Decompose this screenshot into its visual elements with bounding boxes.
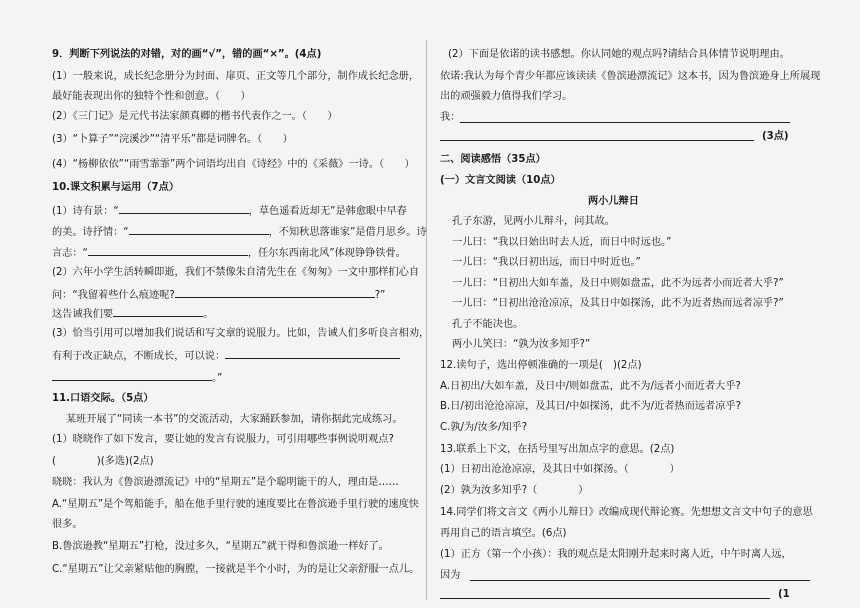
q9-item: (2）《三门记》是元代书法家颜真卿的楷书代表作之一。（ ）	[52, 111, 338, 122]
q11-sub: (1）晓晓作了如下发言，要让她的发言有说服力，可引用哪些事例说明观点?	[52, 434, 394, 445]
q12-option: C.孰/为/汝多/知乎?	[440, 422, 528, 433]
passage-title: 两小儿辩日	[588, 196, 639, 207]
q10-line: 的美。诗抒情：“ ，不知秋思落谁家”是借月思乡。诗	[52, 224, 427, 239]
q10-line: 这告诫我们要 。	[52, 306, 213, 321]
passage-line: 一儿曰：“我以日始出时去人近，而日中时远也。”	[452, 237, 672, 248]
section-heading: 二、阅读感悟（35点）	[440, 154, 546, 165]
q10-line: 有利于改正缺点，不断成长，可以说：	[52, 348, 400, 363]
q10-line: (2）六年小学生活转瞬即逝，我们不禁像朱自清先生在《匆匆》一文中那样扪心自	[52, 267, 420, 278]
q13-title: 13.联系上下文，在括号里写出加点字的意思。(2点)	[440, 444, 675, 455]
q10-line: (1）诗有景：“ ，草色遥看近却无”是韩愈眼中早春	[52, 203, 407, 218]
q10-line: 。”	[52, 370, 222, 385]
q12-title: 12.读句子，选出停顿准确的一项是( )(2点)	[440, 360, 642, 371]
answer-blank[interactable]	[129, 224, 269, 235]
answer-line[interactable]	[440, 140, 754, 141]
q14-because: 因为	[440, 570, 461, 581]
q9-item: (1）一般来说，成长纪念册分为封面、扉页、正文等几个部分，制作成长纪念册，	[52, 71, 420, 82]
q9-title: 9．判断下列说法的对错，对的画“√”，错的画“×”。(4点)	[52, 49, 322, 60]
q11-2-me: 我：	[440, 112, 461, 123]
q13-item[interactable]: (1）日初出沧沧凉凉，及其日中如探汤。（ ）	[440, 464, 680, 475]
passage-line: 孔子不能决也。	[452, 319, 524, 330]
answer-line[interactable]	[440, 598, 770, 599]
q11-option-a: 很多。	[52, 519, 83, 530]
q11-option-a: A.“星期五”是个驾船能手，船在他手里行驶的速度要比在鲁滨逊手里行驶的速度快	[52, 499, 419, 510]
answer-blank[interactable]	[88, 245, 248, 256]
q11-option-c: C.“星期五”让父亲紧贴他的胸膛，一接就是半个小时，为的是让父亲舒服一点儿。	[52, 564, 420, 575]
q14-item: (1）正方（第一个小孩）：我的观点是太阳刚升起来时离人近，中午时离人远，	[440, 549, 792, 560]
q9-item: (4）“杨柳依依”“雨雪霏霏”两个词语均出自《诗经》中的《采薇》一诗。（ ）	[52, 159, 415, 170]
q12-option: A.日初出/大如车盖，及日中/则如盘盂，此不为/远者小而近者大乎?	[440, 381, 741, 392]
q11-option-b: B.鲁滨逊教“星期五”打枪，没过多久，“星期五”就干得和鲁滨逊一样好了。	[52, 541, 389, 552]
q11-answer-paren[interactable]: ( )(多选)(2点)	[52, 456, 154, 467]
answer-blank[interactable]	[52, 370, 212, 381]
q11-2-prompt: (2）下面是依诺的读书感想。你认同她的观点吗?请结合具体情节说明理由。	[448, 49, 790, 60]
passage-line: 两小儿笑曰：“孰为汝多知乎?”	[452, 339, 591, 350]
answer-blank[interactable]	[119, 203, 249, 214]
q9-item: 最好能表现出你的独特个性和创意。（ ）	[52, 91, 251, 102]
score-label: (3点)	[762, 131, 789, 142]
answer-line[interactable]	[470, 580, 810, 581]
passage-line: 一儿曰：“日初出沧沧凉凉，及其日中如探汤，此不为近者热而远者凉乎?”	[452, 298, 784, 309]
answer-blank[interactable]	[175, 287, 375, 298]
passage-line: 孔子东游，见两小儿辩斗，问其故。	[452, 216, 615, 227]
score-label: (1	[778, 589, 790, 600]
q10-line: 问：“我留着些什么痕迹呢? ?”	[52, 287, 385, 302]
q9-item: (3）“卜算子”“浣溪沙”“清平乐”都是词牌名。（ ）	[52, 134, 293, 145]
q12-option: B.日/初出沧沧凉凉，及其日/中如探汤，此不为/近者热而远者凉乎?	[440, 401, 741, 412]
q11-2-text: 依诺:我认为每个青少年都应该读读《鲁滨逊漂流记》这本书，因为鲁滨逊身上所展现	[440, 71, 821, 82]
q11-2-text: 出的顽强毅力值得我们学习。	[440, 91, 573, 102]
q10-line: 言志：“ ，任尔东西南北风”体现铮铮铁骨。	[52, 245, 406, 260]
q11-statement: 晓晓：我认为《鲁滨逊漂流记》中的“星期五”是个聪明能干的人，理由是……	[52, 477, 399, 488]
answer-blank[interactable]	[225, 348, 400, 359]
q13-item[interactable]: (2）孰为汝多知乎?（ ）	[440, 485, 589, 496]
answer-blank[interactable]	[113, 306, 203, 317]
passage-line: 一儿曰：“我以日初出远，而日中时近也。”	[452, 257, 641, 268]
q11-title: 11.口语交际。（5点）	[52, 393, 154, 404]
q10-title: 10.课文积累与运用（7点）	[52, 182, 180, 193]
q10-line: (3）恰当引用可以增加我们说话和写文章的说服力。比如，告诫人们多听良言相劝，	[52, 328, 430, 339]
q11-intro: 某班开展了“同读一本书”的交流活动，大家踊跃参加，请你据此完成练习。	[66, 414, 403, 425]
column-divider	[426, 40, 427, 600]
subsection-heading: (一）文言文阅读（10点）	[440, 175, 561, 186]
q14-title: 再用自己的语言填空。(6点)	[440, 528, 567, 539]
answer-line[interactable]	[460, 122, 790, 123]
q14-title: 14.同学们将文言文《两小儿辩日》改编成现代辩论赛。先想想文言文中句子的意思	[440, 507, 813, 518]
passage-line: 一儿曰：“日初出大如车盖，及日中则如盘盂，此不为远者小而近者大乎?”	[452, 278, 784, 289]
